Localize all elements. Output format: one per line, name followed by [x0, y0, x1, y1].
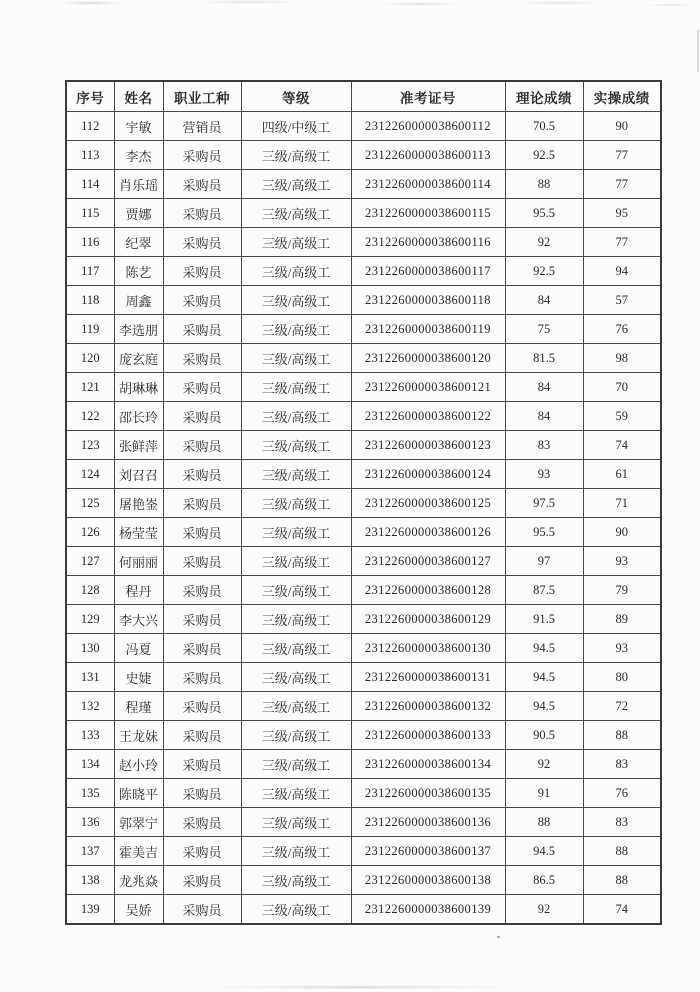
table-row [66, 344, 661, 373]
cell-theory-score: 75 [505, 315, 583, 344]
cell-theory-score: 94.5 [505, 634, 583, 663]
table-row [66, 866, 661, 895]
scan-artifact-right-edge [697, 30, 699, 72]
cell-theory-score: 84 [505, 402, 583, 431]
cell-name: 纪翠 [114, 228, 163, 257]
cell-ticket-number: 2312260000038600115 [351, 199, 505, 228]
cell-seq-number: 117 [66, 257, 114, 286]
cell-seq-number: 122 [66, 402, 114, 431]
cell-occupation: 采购员 [163, 808, 241, 837]
cell-ticket-number: 2312260000038600119 [351, 315, 505, 344]
cell-theory-score: 92.5 [505, 141, 583, 170]
cell-occupation: 采购员 [163, 721, 241, 750]
cell-theory-score: 91.5 [505, 605, 583, 634]
cell-name: 龙兆焱 [114, 866, 163, 895]
cell-practical-score: 98 [583, 344, 661, 373]
cell-seq-number: 124 [66, 460, 114, 489]
cell-ticket-number: 2312260000038600137 [351, 837, 505, 866]
table-row [66, 286, 661, 315]
cell-practical-score: 89 [583, 605, 661, 634]
cell-theory-score: 92 [505, 228, 583, 257]
cell-seq-number: 118 [66, 286, 114, 315]
cell-grade: 三级/高级工 [241, 779, 351, 808]
table-row [66, 489, 661, 518]
cell-seq-number: 137 [66, 837, 114, 866]
cell-practical-score: 83 [583, 808, 661, 837]
cell-occupation: 采购员 [163, 373, 241, 402]
cell-seq-number: 130 [66, 634, 114, 663]
cell-practical-score: 88 [583, 837, 661, 866]
table-row [66, 895, 661, 925]
cell-name: 邵长玲 [114, 402, 163, 431]
table-row [66, 750, 661, 779]
table-row [66, 199, 661, 228]
table-row [66, 518, 661, 547]
cell-grade: 三级/高级工 [241, 460, 351, 489]
table-row [66, 170, 661, 199]
cell-grade: 三级/高级工 [241, 547, 351, 576]
cell-occupation: 采购员 [163, 431, 241, 460]
cell-theory-score: 94.5 [505, 663, 583, 692]
cell-grade: 三级/高级工 [241, 866, 351, 895]
cell-ticket-number: 2312260000038600122 [351, 402, 505, 431]
cell-name: 刘召召 [114, 460, 163, 489]
cell-seq-number: 114 [66, 170, 114, 199]
cell-grade: 三级/高级工 [241, 518, 351, 547]
cell-occupation: 采购员 [163, 605, 241, 634]
cell-seq-number: 136 [66, 808, 114, 837]
cell-ticket-number: 2312260000038600126 [351, 518, 505, 547]
cell-practical-score: 74 [583, 431, 661, 460]
cell-ticket-number: 2312260000038600128 [351, 576, 505, 605]
cell-ticket-number: 2312260000038600120 [351, 344, 505, 373]
cell-grade: 三级/高级工 [241, 257, 351, 286]
cell-seq-number: 133 [66, 721, 114, 750]
cell-occupation: 采购员 [163, 634, 241, 663]
cell-theory-score: 92 [505, 750, 583, 779]
cell-grade: 三级/高级工 [241, 431, 351, 460]
cell-theory-score: 90.5 [505, 721, 583, 750]
table-row [66, 634, 661, 663]
cell-theory-score: 95.5 [505, 518, 583, 547]
cell-grade: 三级/高级工 [241, 605, 351, 634]
cell-occupation: 采购员 [163, 402, 241, 431]
cell-theory-score: 97 [505, 547, 583, 576]
table-row [66, 547, 661, 576]
cell-name: 肖乐瑶 [114, 170, 163, 199]
column-header-ticket-number: 准考证号 [351, 81, 505, 112]
cell-seq-number: 119 [66, 315, 114, 344]
cell-practical-score: 74 [583, 895, 661, 925]
table-row [66, 576, 661, 605]
table-row [66, 402, 661, 431]
cell-grade: 三级/高级工 [241, 692, 351, 721]
cell-occupation: 采购员 [163, 518, 241, 547]
cell-practical-score: 59 [583, 402, 661, 431]
cell-name: 张鲜萍 [114, 431, 163, 460]
cell-seq-number: 127 [66, 547, 114, 576]
cell-name: 程丹 [114, 576, 163, 605]
cell-occupation: 采购员 [163, 837, 241, 866]
table-row [66, 721, 661, 750]
cell-practical-score: 76 [583, 779, 661, 808]
cell-name: 霍美吉 [114, 837, 163, 866]
cell-practical-score: 95 [583, 199, 661, 228]
cell-grade: 四级/中级工 [241, 112, 351, 141]
cell-grade: 三级/高级工 [241, 170, 351, 199]
cell-seq-number: 129 [66, 605, 114, 634]
cell-ticket-number: 2312260000038600121 [351, 373, 505, 402]
cell-ticket-number: 2312260000038600114 [351, 170, 505, 199]
table-row [66, 779, 661, 808]
cell-practical-score: 61 [583, 460, 661, 489]
cell-ticket-number: 2312260000038600113 [351, 141, 505, 170]
cell-seq-number: 121 [66, 373, 114, 402]
cell-occupation: 采购员 [163, 547, 241, 576]
column-header-occupation: 职业工种 [163, 81, 241, 112]
cell-practical-score: 77 [583, 141, 661, 170]
cell-seq-number: 126 [66, 518, 114, 547]
cell-grade: 三级/高级工 [241, 721, 351, 750]
cell-theory-score: 93 [505, 460, 583, 489]
cell-ticket-number: 2312260000038600130 [351, 634, 505, 663]
column-header-practical-score: 实操成绩 [583, 81, 661, 112]
cell-practical-score: 90 [583, 518, 661, 547]
cell-ticket-number: 2312260000038600133 [351, 721, 505, 750]
cell-seq-number: 138 [66, 866, 114, 895]
cell-practical-score: 70 [583, 373, 661, 402]
cell-practical-score: 79 [583, 576, 661, 605]
table-row [66, 837, 661, 866]
cell-grade: 三级/高级工 [241, 228, 351, 257]
cell-practical-score: 83 [583, 750, 661, 779]
cell-grade: 三级/高级工 [241, 837, 351, 866]
column-header-theory-score: 理论成绩 [505, 81, 583, 112]
table-row [66, 460, 661, 489]
table-row [66, 112, 661, 141]
cell-seq-number: 131 [66, 663, 114, 692]
cell-grade: 三级/高级工 [241, 663, 351, 692]
cell-name: 郭翠宁 [114, 808, 163, 837]
cell-theory-score: 81.5 [505, 344, 583, 373]
cell-name: 李大兴 [114, 605, 163, 634]
table-row [66, 315, 661, 344]
cell-occupation: 采购员 [163, 460, 241, 489]
cell-practical-score: 71 [583, 489, 661, 518]
cell-ticket-number: 2312260000038600136 [351, 808, 505, 837]
cell-practical-score: 80 [583, 663, 661, 692]
cell-name: 宇敏 [114, 112, 163, 141]
table-header-row [66, 81, 661, 112]
cell-theory-score: 92 [505, 895, 583, 925]
cell-occupation: 营销员 [163, 112, 241, 141]
cell-theory-score: 83 [505, 431, 583, 460]
cell-grade: 三级/高级工 [241, 373, 351, 402]
table-row [66, 692, 661, 721]
cell-ticket-number: 2312260000038600132 [351, 692, 505, 721]
cell-grade: 三级/高级工 [241, 576, 351, 605]
table-row [66, 141, 661, 170]
cell-seq-number: 135 [66, 779, 114, 808]
cell-practical-score: 93 [583, 547, 661, 576]
scan-smudge-bottom-edge [150, 983, 570, 990]
cell-theory-score: 84 [505, 373, 583, 402]
cell-practical-score: 76 [583, 315, 661, 344]
cell-occupation: 采购员 [163, 576, 241, 605]
cell-practical-score: 77 [583, 170, 661, 199]
cell-ticket-number: 2312260000038600123 [351, 431, 505, 460]
cell-grade: 三级/高级工 [241, 315, 351, 344]
cell-theory-score: 94.5 [505, 837, 583, 866]
cell-theory-score: 92.5 [505, 257, 583, 286]
cell-theory-score: 88 [505, 808, 583, 837]
cell-ticket-number: 2312260000038600124 [351, 460, 505, 489]
cell-practical-score: 57 [583, 286, 661, 315]
cell-theory-score: 86.5 [505, 866, 583, 895]
cell-ticket-number: 2312260000038600125 [351, 489, 505, 518]
cell-occupation: 采购员 [163, 489, 241, 518]
cell-grade: 三级/高级工 [241, 634, 351, 663]
cell-ticket-number: 2312260000038600129 [351, 605, 505, 634]
cell-grade: 三级/高级工 [241, 199, 351, 228]
cell-occupation: 采购员 [163, 344, 241, 373]
cell-seq-number: 116 [66, 228, 114, 257]
cell-name: 贾娜 [114, 199, 163, 228]
cell-theory-score: 87.5 [505, 576, 583, 605]
table-row [66, 431, 661, 460]
cell-name: 程瑾 [114, 692, 163, 721]
exam-results-table [65, 80, 662, 925]
cell-ticket-number: 2312260000038600131 [351, 663, 505, 692]
cell-name: 李选朋 [114, 315, 163, 344]
cell-name: 王龙妹 [114, 721, 163, 750]
cell-name: 杨莹莹 [114, 518, 163, 547]
cell-ticket-number: 2312260000038600139 [351, 895, 505, 925]
cell-grade: 三级/高级工 [241, 895, 351, 925]
cell-ticket-number: 2312260000038600118 [351, 286, 505, 315]
cell-occupation: 采购员 [163, 228, 241, 257]
cell-theory-score: 97.5 [505, 489, 583, 518]
cell-practical-score: 72 [583, 692, 661, 721]
cell-occupation: 采购员 [163, 141, 241, 170]
cell-ticket-number: 2312260000038600135 [351, 779, 505, 808]
cell-ticket-number: 2312260000038600112 [351, 112, 505, 141]
cell-theory-score: 91 [505, 779, 583, 808]
cell-grade: 三级/高级工 [241, 344, 351, 373]
cell-name: 庞玄庭 [114, 344, 163, 373]
cell-seq-number: 132 [66, 692, 114, 721]
cell-seq-number: 125 [66, 489, 114, 518]
cell-practical-score: 88 [583, 866, 661, 895]
cell-occupation: 采购员 [163, 866, 241, 895]
cell-practical-score: 88 [583, 721, 661, 750]
table-row [66, 808, 661, 837]
cell-theory-score: 94.5 [505, 692, 583, 721]
table-row [66, 257, 661, 286]
cell-seq-number: 128 [66, 576, 114, 605]
cell-theory-score: 88 [505, 170, 583, 199]
cell-ticket-number: 2312260000038600134 [351, 750, 505, 779]
cell-seq-number: 112 [66, 112, 114, 141]
cell-name: 冯夏 [114, 634, 163, 663]
cell-ticket-number: 2312260000038600116 [351, 228, 505, 257]
table-row [66, 373, 661, 402]
column-header-grade: 等级 [241, 81, 351, 112]
cell-seq-number: 134 [66, 750, 114, 779]
cell-seq-number: 120 [66, 344, 114, 373]
cell-theory-score: 95.5 [505, 199, 583, 228]
cell-theory-score: 70.5 [505, 112, 583, 141]
table-row [66, 228, 661, 257]
cell-name: 陈晓平 [114, 779, 163, 808]
cell-theory-score: 84 [505, 286, 583, 315]
cell-occupation: 采购员 [163, 895, 241, 925]
table-row [66, 663, 661, 692]
cell-seq-number: 113 [66, 141, 114, 170]
cell-grade: 三级/高级工 [241, 286, 351, 315]
column-header-seq-number: 序号 [66, 81, 114, 112]
cell-grade: 三级/高级工 [241, 489, 351, 518]
cell-grade: 三级/高级工 [241, 141, 351, 170]
cell-practical-score: 93 [583, 634, 661, 663]
cell-ticket-number: 2312260000038600138 [351, 866, 505, 895]
cell-occupation: 采购员 [163, 315, 241, 344]
cell-name: 史婕 [114, 663, 163, 692]
cell-seq-number: 139 [66, 895, 114, 925]
cell-name: 胡琳琳 [114, 373, 163, 402]
cell-name: 陈艺 [114, 257, 163, 286]
cell-name: 何丽丽 [114, 547, 163, 576]
cell-occupation: 采购员 [163, 257, 241, 286]
cell-seq-number: 123 [66, 431, 114, 460]
cell-ticket-number: 2312260000038600117 [351, 257, 505, 286]
scan-noise-top-edge [0, 0, 700, 11]
cell-occupation: 采购员 [163, 779, 241, 808]
cell-occupation: 采购员 [163, 170, 241, 199]
cell-name: 屠艳崟 [114, 489, 163, 518]
cell-occupation: 采购员 [163, 286, 241, 315]
column-header-name: 姓名 [114, 81, 163, 112]
cell-practical-score: 77 [583, 228, 661, 257]
cell-grade: 三级/高级工 [241, 750, 351, 779]
cell-occupation: 采购员 [163, 692, 241, 721]
cell-grade: 三级/高级工 [241, 808, 351, 837]
cell-practical-score: 90 [583, 112, 661, 141]
cell-name: 赵小玲 [114, 750, 163, 779]
cell-occupation: 采购员 [163, 199, 241, 228]
cell-occupation: 采购员 [163, 663, 241, 692]
cell-occupation: 采购员 [163, 750, 241, 779]
cell-name: 李杰 [114, 141, 163, 170]
cell-practical-score: 94 [583, 257, 661, 286]
cell-grade: 三级/高级工 [241, 402, 351, 431]
cell-seq-number: 115 [66, 199, 114, 228]
cell-ticket-number: 2312260000038600127 [351, 547, 505, 576]
cell-name: 吴娇 [114, 895, 163, 925]
table-row [66, 605, 661, 634]
red-ink-speck [497, 936, 500, 938]
cell-name: 周鑫 [114, 286, 163, 315]
